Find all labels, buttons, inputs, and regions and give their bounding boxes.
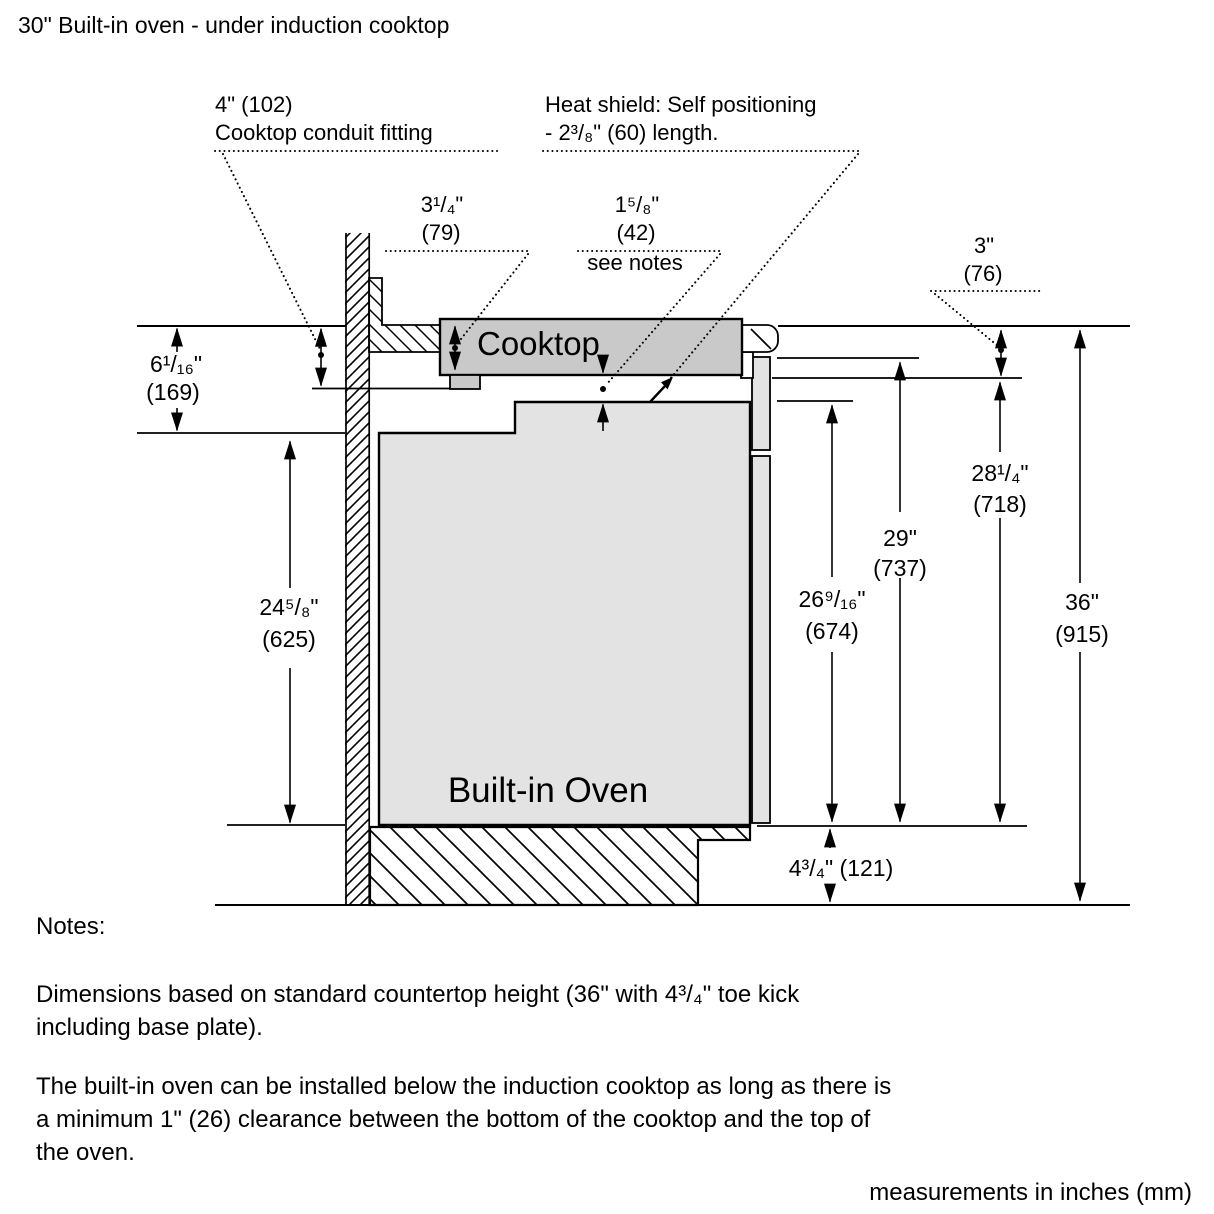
dim-1-5-8-in: 1⁵/₈" xyxy=(614,192,660,217)
dim-3in-leader-dot xyxy=(998,347,1004,353)
units-footer: measurements in inches (mm) xyxy=(869,1179,1192,1206)
see-notes-text: see notes xyxy=(587,250,683,275)
dim-29-in: 29" xyxy=(883,525,917,551)
dim-26-mm: (674) xyxy=(805,618,859,644)
oven-door-front xyxy=(752,456,770,823)
notes-para2-line3: the oven. xyxy=(36,1139,135,1166)
toe-kick xyxy=(370,827,750,905)
dim-4-leader-dot xyxy=(318,352,324,358)
dim-28-mm: (718) xyxy=(973,491,1027,517)
wall-hatch xyxy=(345,233,370,905)
heat-shield-text-line1: Heat shield: Self positioning xyxy=(545,92,817,117)
dim-3-1-4-in: 3¹/₄" xyxy=(420,192,464,217)
dim-1-5-8-mm: (42) xyxy=(616,220,656,245)
dim-3-1-4-mm: (79) xyxy=(421,220,461,245)
dim-26-in: 26⁹/₁₆" xyxy=(798,586,866,612)
dim-36-mm: (915) xyxy=(1055,621,1109,647)
dim-6-in: 6¹/₁₆" xyxy=(149,351,203,377)
notes-heading: Notes: xyxy=(36,913,106,940)
dim-1-5-8-leader-dot xyxy=(600,386,606,392)
notes-para1-line2: including base plate). xyxy=(36,1014,263,1041)
dim-24-in: 24⁵/₈" xyxy=(259,594,319,620)
dim-3-1-4-leader-dot xyxy=(452,345,458,351)
conduit-dim-text: 4" (102) xyxy=(215,92,293,117)
conduit-name-text: Cooktop conduit fitting xyxy=(215,120,433,145)
heat-shield-arrow-shaft xyxy=(650,386,665,402)
oven-body xyxy=(379,402,750,825)
notes-para1-line1: Dimensions based on standard countertop height (36" with 4³/₄" toe kick xyxy=(36,981,800,1008)
front-trim-upper xyxy=(752,357,770,450)
dim-6-mm: (169) xyxy=(146,379,200,405)
notes-para2-line1: The built-in oven can be installed below the induction cooktop as long as there is xyxy=(36,1073,892,1100)
dim-3in-in: 3" xyxy=(973,233,995,258)
dim-3in-leader xyxy=(935,294,998,346)
conduit-leader xyxy=(223,154,320,349)
dim-24-mm: (625) xyxy=(262,626,316,652)
dim-3in-mm: (76) xyxy=(963,261,1003,286)
dim-28-in: 28¹/₄" xyxy=(971,460,1029,486)
countertop-section xyxy=(369,278,440,352)
oven-label: Built-in Oven xyxy=(447,771,649,810)
page-title: 30" Built-in oven - under induction cooktop xyxy=(18,12,450,38)
dim-36-in: 36" xyxy=(1065,589,1099,615)
cooktop-conduit-fitting xyxy=(450,375,480,389)
notes-para2-line2: a minimum 1" (26) clearance between the bottom of the cooktop and the top of xyxy=(36,1106,871,1133)
dim-29-mm: (737) xyxy=(873,555,927,581)
dim-4-3-4-label: 4³/₄" (121) xyxy=(788,855,894,881)
cooktop-label: Cooktop xyxy=(477,325,600,362)
heat-shield-text-line2: - 2³/₈" (60) length. xyxy=(545,120,719,145)
